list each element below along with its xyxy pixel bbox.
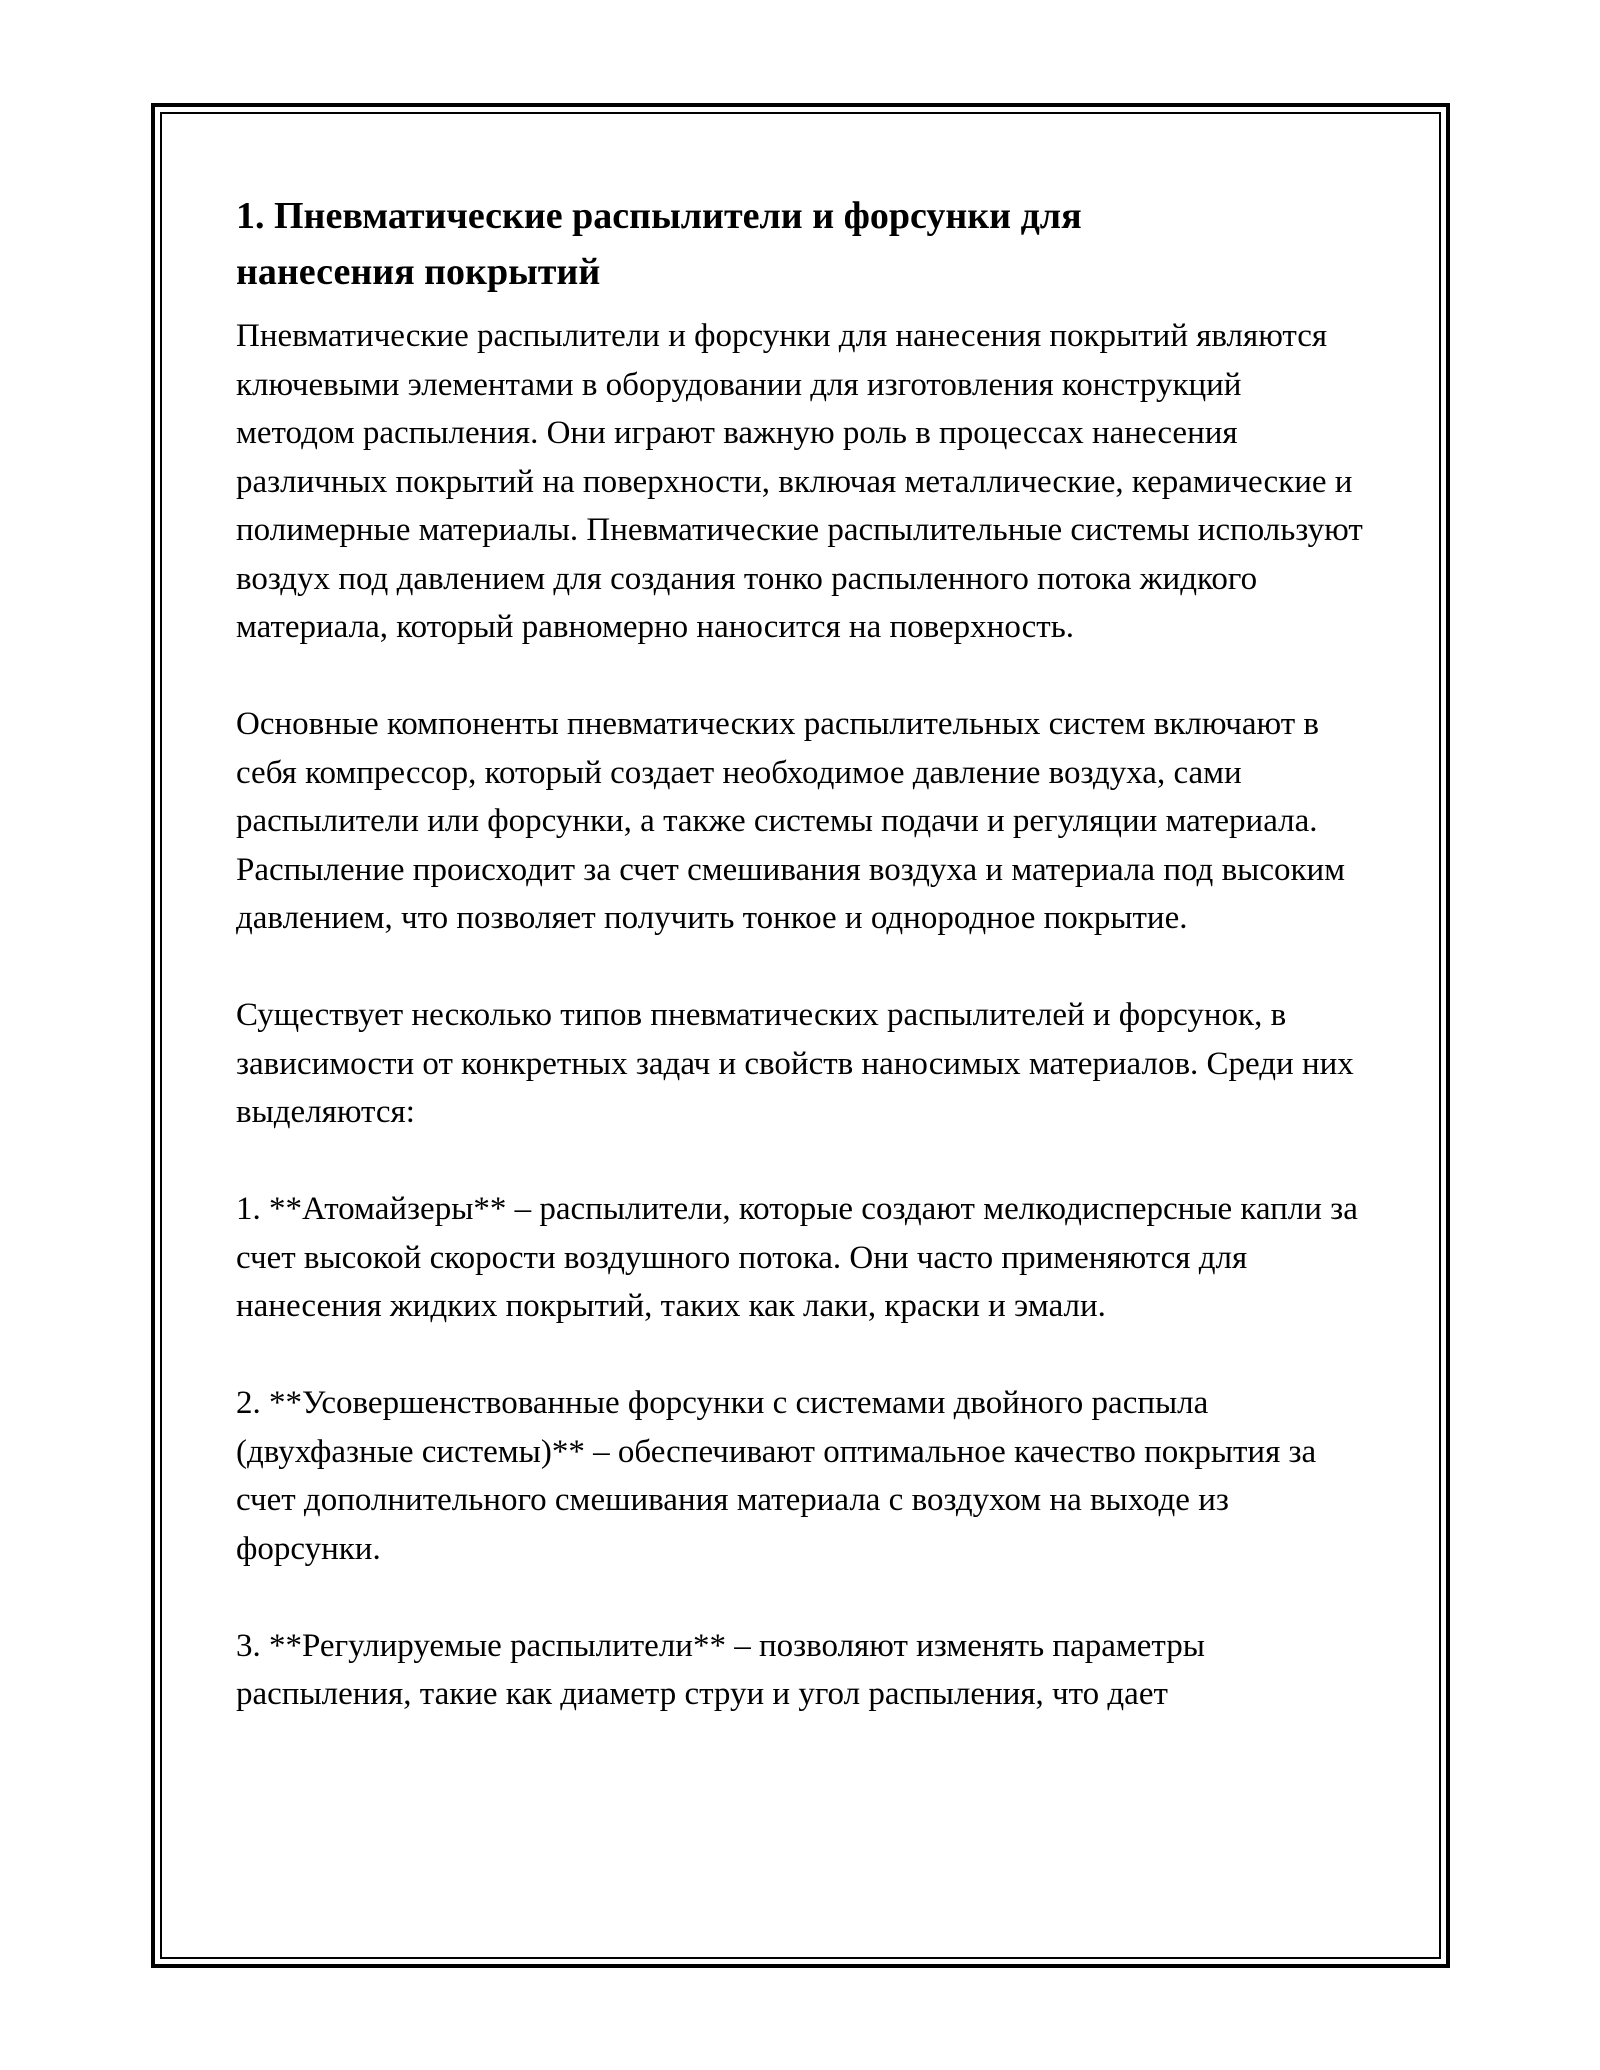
section-heading: 1. Пневматические распылители и форсунки для нанесения покрытий <box>236 195 1082 293</box>
list-item-atomizers: 1. **Атомайзеры** – распылители, которые создают мелкодисперсные капли за счет высокой скорости воздушного потока. Они часто применяются для нанесения жидких покрытий, таких как лаки, краски и эмали. <box>236 1191 1358 1324</box>
paragraph-intro: Пневматические распылители и форсунки для нанесения покрытий являются ключевыми элементами в оборудовании для изготовления конструкций методом распыления. Они играют важную роль в процессах нанесения различных покрытий на поверхности, включая металлические, керамические и полимерные материалы. Пневматические распылительные системы используют воздух под давлением для создания тонко распыленного потока жидкого материала, который равномерно наносится на поверхность. <box>236 318 1363 645</box>
paragraph-components: Основные компоненты пневматических распылительных систем включают в себя компрессор, который создает необходимое давление воздуха, сами распылители или форсунки, а также системы подачи и регуляции материала. Распыление происходит за счет смешивания воздуха и материала под высоким давлением, что позволяет получить тонкое и однородное покрытие. <box>236 706 1346 936</box>
list-item-dual-nozzles: 2. **Усовершенствованные форсунки с системами двойного распыла (двухфазные системы)** – обеспечивают оптимальное качество покрытия за счет дополнительного смешивания материала с воздухом на выходе из форсунки. <box>236 1385 1317 1567</box>
document-body <box>236 188 1376 1719</box>
paragraph-types: Существует несколько типов пневматических распылителей и форсунок, в зависимости от конкретных задач и свойств наносимых материалов. Среди них выделяются: <box>236 997 1354 1130</box>
list-item-adjustable-sprayers: 3. **Регулируемые распылители** – позволяют изменять параметры распыления, такие как диаметр струи и угол распыления, что дает <box>236 1627 1205 1712</box>
